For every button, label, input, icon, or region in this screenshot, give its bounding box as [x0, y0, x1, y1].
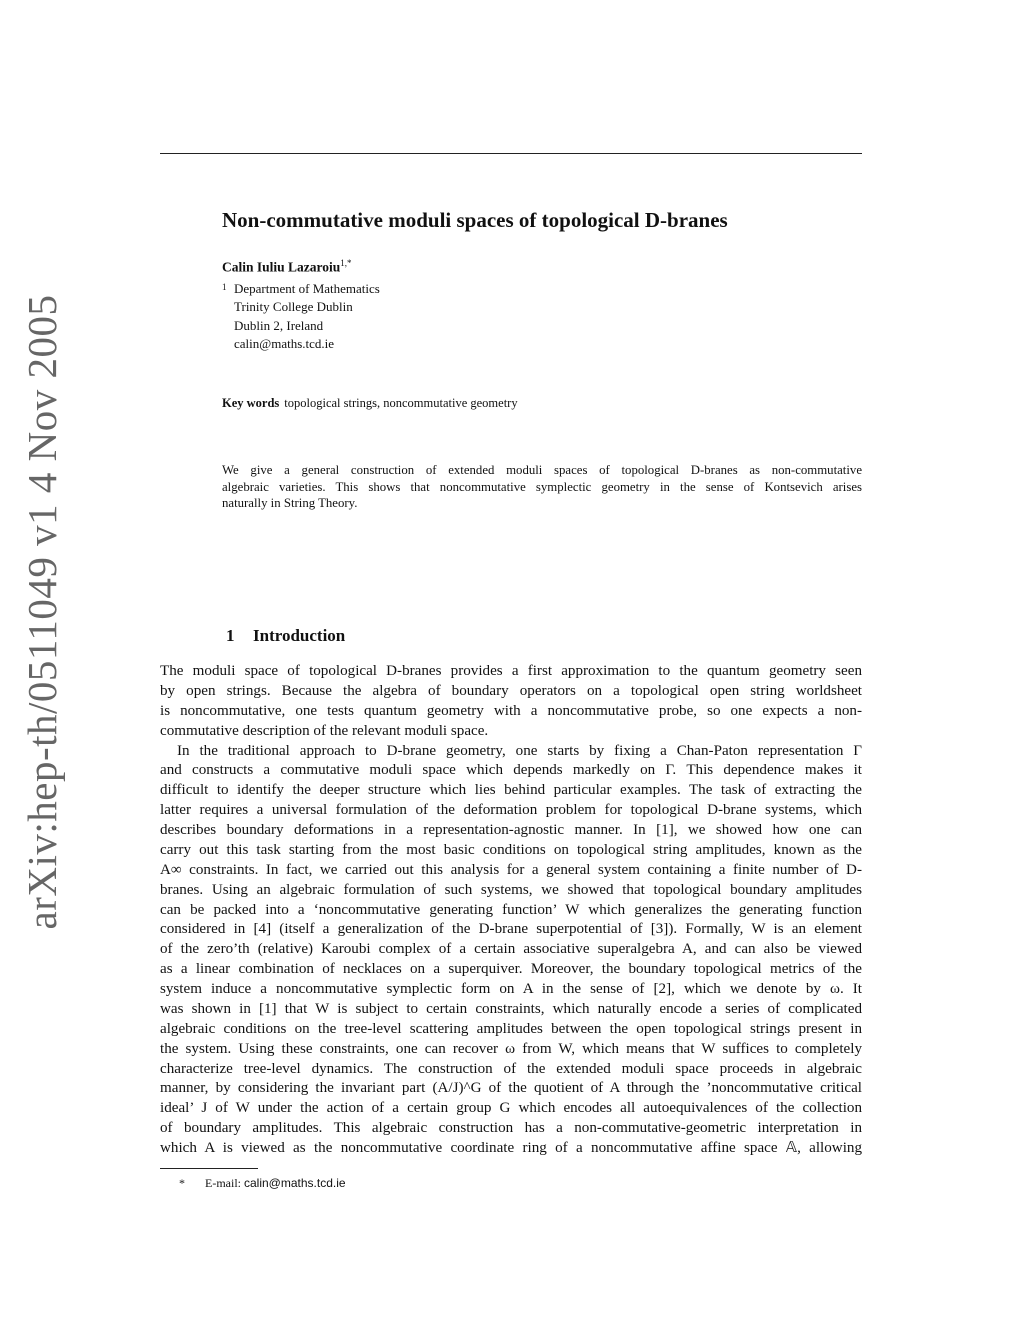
- abstract-line: naturally in String Theory.: [222, 496, 358, 510]
- body-line: difficult to identify the deeper structure which lies behind particular examples. The task of extracting the: [160, 782, 862, 799]
- body-line: In the traditional approach to D-brane geometry, one starts by fixing a Chan-Paton representation Γ: [177, 742, 862, 759]
- body-line: characterize tree-level dynamics. The construction of the extended moduli space proceeds in algebraic: [160, 1060, 862, 1077]
- author-name: Calin Iuliu Lazaroiu: [222, 259, 341, 275]
- abstract-line: algebraic varieties. This shows that noncommutative symplectic geometry in the sense of Kontsevich arises: [222, 479, 862, 494]
- body-line: and constructs a commutative moduli space which depends markedly on Γ. This dependence makes it: [160, 762, 862, 779]
- body-line: of the zero’th (relative) Karoubi complex of a certain associative superalgebra A, and can also be viewed: [160, 941, 862, 958]
- body-line: the system. Using these constraints, one can recover ω from W, which means that W suffices to completely: [160, 1040, 862, 1057]
- body-line: considered in [4] (itself a generalization of the D-brane superpotential of [3]). Formally, W is an element: [160, 921, 862, 938]
- affiliation-department: Department of Mathematics: [234, 281, 380, 296]
- body-line: latter requires a universal formulation of the deformation problem for topological D-brane systems, which: [160, 802, 862, 819]
- author: [222, 258, 352, 276]
- body-line: A∞ constraints. In fact, we carried out this analysis for a general system containing a finite number of D-: [160, 861, 862, 878]
- body-line: is noncommutative, one tests quantum geometry with a noncommutative probe, so one expects a non-: [160, 702, 862, 719]
- affiliation-college: Trinity College Dublin: [234, 299, 353, 315]
- abstract-line: We give a general construction of extended moduli spaces of topological D-branes as non-commutative: [222, 463, 862, 477]
- footnote-mark: *: [179, 1176, 185, 1190]
- body-line: manner, by considering the invariant part (A/J)^G of the quotient of A through the ’noncommutative critical: [160, 1080, 862, 1097]
- body-line: which A is viewed as the noncommutative coordinate ring of a noncommutative affine space 𝔸, allowing: [160, 1140, 862, 1156]
- body-line: can be packed into a ‘noncommutative generating function’ W which generalizes the generating function: [160, 901, 862, 918]
- body-line: of boundary amplitudes. This algebraic construction has a non-commutative-geometric interpretation in: [160, 1120, 862, 1137]
- affiliation-email: calin@maths.tcd.ie: [234, 335, 335, 351]
- affiliation-line: [222, 280, 380, 298]
- body-line: describes boundary deformations in a representation-agnostic manner. In [1], we showed how one can: [160, 822, 862, 838]
- body-line: as a linear combination of necklaces on a superquiver. Moreover, the boundary topological metrics of the: [160, 961, 862, 978]
- affiliation: [222, 280, 380, 353]
- body-line: ideal’ J of W under the action of a certain group G which encodes all autoequivalences of the collection: [160, 1100, 862, 1117]
- affiliation-city: Dublin 2, Ireland: [234, 317, 324, 333]
- footnote-email: calin@maths.tcd.ie: [244, 1176, 346, 1190]
- body-line: branes. Using an algebraic formulation of such systems, we showed that topological boundary amplitudes: [160, 881, 862, 898]
- keywords-text: topological strings, noncommutative geometry: [284, 396, 518, 410]
- header-rule: [160, 153, 862, 154]
- keywords-label: Key words: [222, 396, 280, 410]
- abstract: [222, 462, 862, 512]
- arxiv-side-stamp: arXiv:hep-th/0511049 v1 4 Nov 2005: [19, 294, 65, 930]
- footnote-rule: [160, 1168, 258, 1169]
- body-line: was shown in [1] that W is subject to certain constraints, which naturally encode a series of complicated: [160, 1000, 862, 1017]
- body-line: system induce a noncommutative symplectic form on A in the sense of [2], which we denote by ω. It: [160, 981, 862, 997]
- body-line: algebraic conditions on the tree-level scattering amplitudes between the open topological strings present in: [160, 1020, 862, 1037]
- footnote-label: E-mail:: [205, 1176, 241, 1190]
- body-text: [160, 662, 862, 1159]
- paper-title: Non-commutative moduli spaces of topological D-branes: [222, 208, 728, 232]
- keywords: [222, 396, 518, 411]
- body-line: carry out this task starting from the most basic conditions on topological string amplitudes, known as the: [160, 841, 862, 858]
- body-line: commutative description of the relevant moduli space.: [160, 722, 489, 739]
- section-title: Introduction: [253, 626, 346, 645]
- footnote: [179, 1176, 346, 1191]
- body-line: The moduli space of topological D-branes provides a first approximation to the quantum geometry seen: [160, 663, 862, 679]
- affiliation-mark: 1: [222, 282, 227, 292]
- body-line: by open strings. Because the algebra of boundary operators on a topological open string worldsheet: [160, 682, 862, 699]
- section-heading: [226, 626, 345, 646]
- section-number: 1: [226, 626, 235, 645]
- author-marks: 1,*: [340, 258, 352, 268]
